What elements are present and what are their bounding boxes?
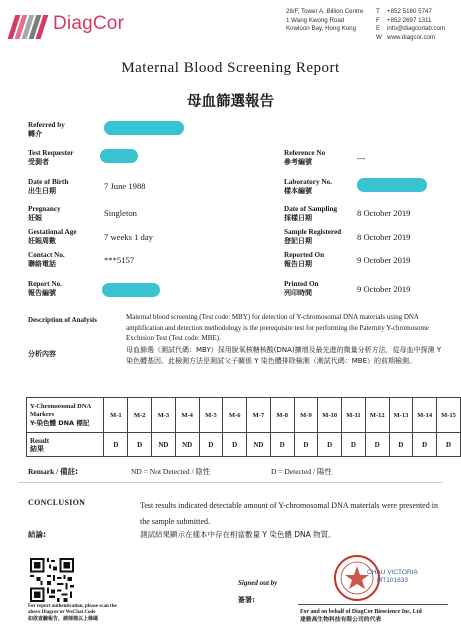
- signed-out-by-label: Signed out by: [238, 579, 278, 587]
- description-label: Description of Analysis: [28, 316, 97, 324]
- printed-on-label: Printed On 列印時間: [284, 280, 319, 297]
- date-of-birth-value: 7 June 1988: [104, 181, 146, 191]
- markers-header: Y-Chromosomal DNA Markers Y-染色體 DNA 標記: [27, 398, 104, 433]
- marker-cell: M-2: [128, 398, 152, 433]
- results-header: Result 結果: [27, 433, 104, 457]
- marker-cell: M-5: [199, 398, 223, 433]
- remark-d: D = Detected / 陽性: [271, 467, 332, 476]
- result-cell: D: [104, 433, 128, 457]
- gestational-age-label: Gestational Age 妊娠周數: [28, 228, 77, 245]
- result-cell: D: [270, 433, 294, 457]
- result-cell: ND: [247, 433, 271, 457]
- reported-on-label: Reported On 報告日期: [284, 251, 325, 268]
- result-cell: ND: [151, 433, 175, 457]
- printed-on-value: 9 October 2019: [357, 284, 411, 294]
- conclusion-text-zh: 測試結果顯示在樣本中存在相當數量 Y 染色體 DNA 物質。: [140, 530, 336, 539]
- markers-row: [27, 398, 461, 433]
- result-cell: D: [413, 433, 437, 457]
- result-cell: D: [318, 433, 342, 457]
- reference-no-label: Reference No 參考編號: [284, 149, 326, 166]
- results-table: [26, 397, 461, 457]
- marker-cell: M-10: [318, 398, 342, 433]
- date-of-sampling-value: 8 October 2019: [357, 208, 411, 218]
- pregnancy-label: Pregnancy 妊娠: [28, 205, 61, 222]
- signature-line: [298, 604, 448, 605]
- marker-cell: M-3: [151, 398, 175, 433]
- date-of-sampling-label: Date of Sampling 採樣日期: [284, 205, 338, 222]
- marker-cell: M-11: [342, 398, 366, 433]
- contact-no-label: Contact No. 聯絡電話: [28, 251, 65, 268]
- test-requester-label: Test Requester 受測者: [28, 149, 74, 166]
- marker-cell: M-1: [104, 398, 128, 433]
- company-contacts: T +852 5180 5747 F +852 2697 1311 E info@diagcorlab.com W www.diagcor.com: [376, 8, 446, 41]
- date-of-birth-label: Date of Birth 出生日期: [28, 178, 69, 195]
- report-no-label: Report No. 報告編號: [28, 280, 62, 297]
- description-text-zh: 母血篩選（測試代碼：MBY）採用脫氧核糖核酸(DNA)擴增及最先進的微量分析方法，從母血中探測 Y 染色體基因。此檢測方法是測試父子關係 Y 染色體排除檢測（測試代碼：MBE）的前期檢測。: [126, 346, 442, 365]
- redacted-report-no: [102, 283, 160, 297]
- marker-cell: M-7: [247, 398, 271, 433]
- result-cell: ND: [175, 433, 199, 457]
- result-cell: D: [437, 433, 461, 457]
- result-cell: D: [389, 433, 413, 457]
- result-cell: D: [365, 433, 389, 457]
- results-row: [27, 433, 461, 457]
- result-cell: D: [223, 433, 247, 457]
- signed-out-by-label-zh: 簽署:: [238, 596, 255, 604]
- marker-cell: M-13: [389, 398, 413, 433]
- result-cell: D: [342, 433, 366, 457]
- redacted-test-requester: [100, 149, 138, 163]
- description-label-zh: 分析內容: [28, 350, 56, 358]
- qr-note: For report authentication, please scan the above Diagcor or WeChat Code 如欲查驗報告，請掃描以上條碼: [28, 604, 117, 622]
- remark-nd: ND = Not Detected / 陰性: [131, 467, 211, 476]
- conclusion-label: CONCLUSION: [28, 498, 86, 507]
- laboratory-no-label: Laboratory No. 樣本編號: [284, 178, 332, 195]
- conclusion-text: Test results indicated detectable amount of Y-chromosomal DNA materials were presented in the sample submitted.: [140, 501, 438, 526]
- marker-cell: M-14: [413, 398, 437, 433]
- referred-by-label: Referred by 轉介: [28, 121, 65, 138]
- marker-cell: M-9: [294, 398, 318, 433]
- contact-no-value: ***5157: [104, 255, 135, 265]
- marker-cell: M-8: [270, 398, 294, 433]
- report-title-zh: 母血篩選報告: [187, 94, 274, 110]
- report-title: Maternal Blood Screening Report: [121, 60, 340, 76]
- result-cell: D: [294, 433, 318, 457]
- marker-cell: M-12: [365, 398, 389, 433]
- company-address: 28/F, Tower A, Billion Centre 1 Wang Kwong Road Kowloon Bay, Hong Kong: [286, 8, 364, 33]
- pregnancy-value: Singleton: [104, 208, 137, 218]
- on-behalf-text: For and on behalf of DiagCor Bioscience Inc. Ltd 達雅高生物科技有限公司的代表: [300, 609, 422, 623]
- sample-registered-label: Sample Registered 登記日期: [284, 228, 342, 245]
- qr-code-icon[interactable]: [30, 558, 74, 602]
- result-cell: D: [199, 433, 223, 457]
- marker-cell: M-15: [437, 398, 461, 433]
- marker-cell: M-4: [175, 398, 199, 433]
- reference-no-value: ---: [357, 153, 366, 163]
- result-cell: D: [128, 433, 152, 457]
- redacted-referred-by: [104, 121, 184, 135]
- gestational-age-value: 7 weeks 1 day: [104, 232, 153, 242]
- marker-cell: M-6: [223, 398, 247, 433]
- remark-label: Remark / 備註:: [28, 467, 79, 476]
- sample-registered-value: 8 October 2019: [357, 232, 411, 242]
- signatory-stamp: CHAU VICTORIA MT101633: [367, 569, 418, 584]
- description-text: Maternal blood screening (Test code: MBY) for detection of Y-chromosomal DNA materials using DNA amplification and detection methodology is the prerequisite test for performing the Paternity Y-chromosome Exclusion Test (Test code: MBE).: [126, 313, 429, 343]
- brand-name: DiagCor: [53, 13, 125, 34]
- divider: [18, 482, 443, 483]
- conclusion-label-zh: 結論:: [28, 530, 46, 539]
- redacted-laboratory-no: [357, 178, 427, 192]
- reported-on-value: 9 October 2019: [357, 255, 411, 265]
